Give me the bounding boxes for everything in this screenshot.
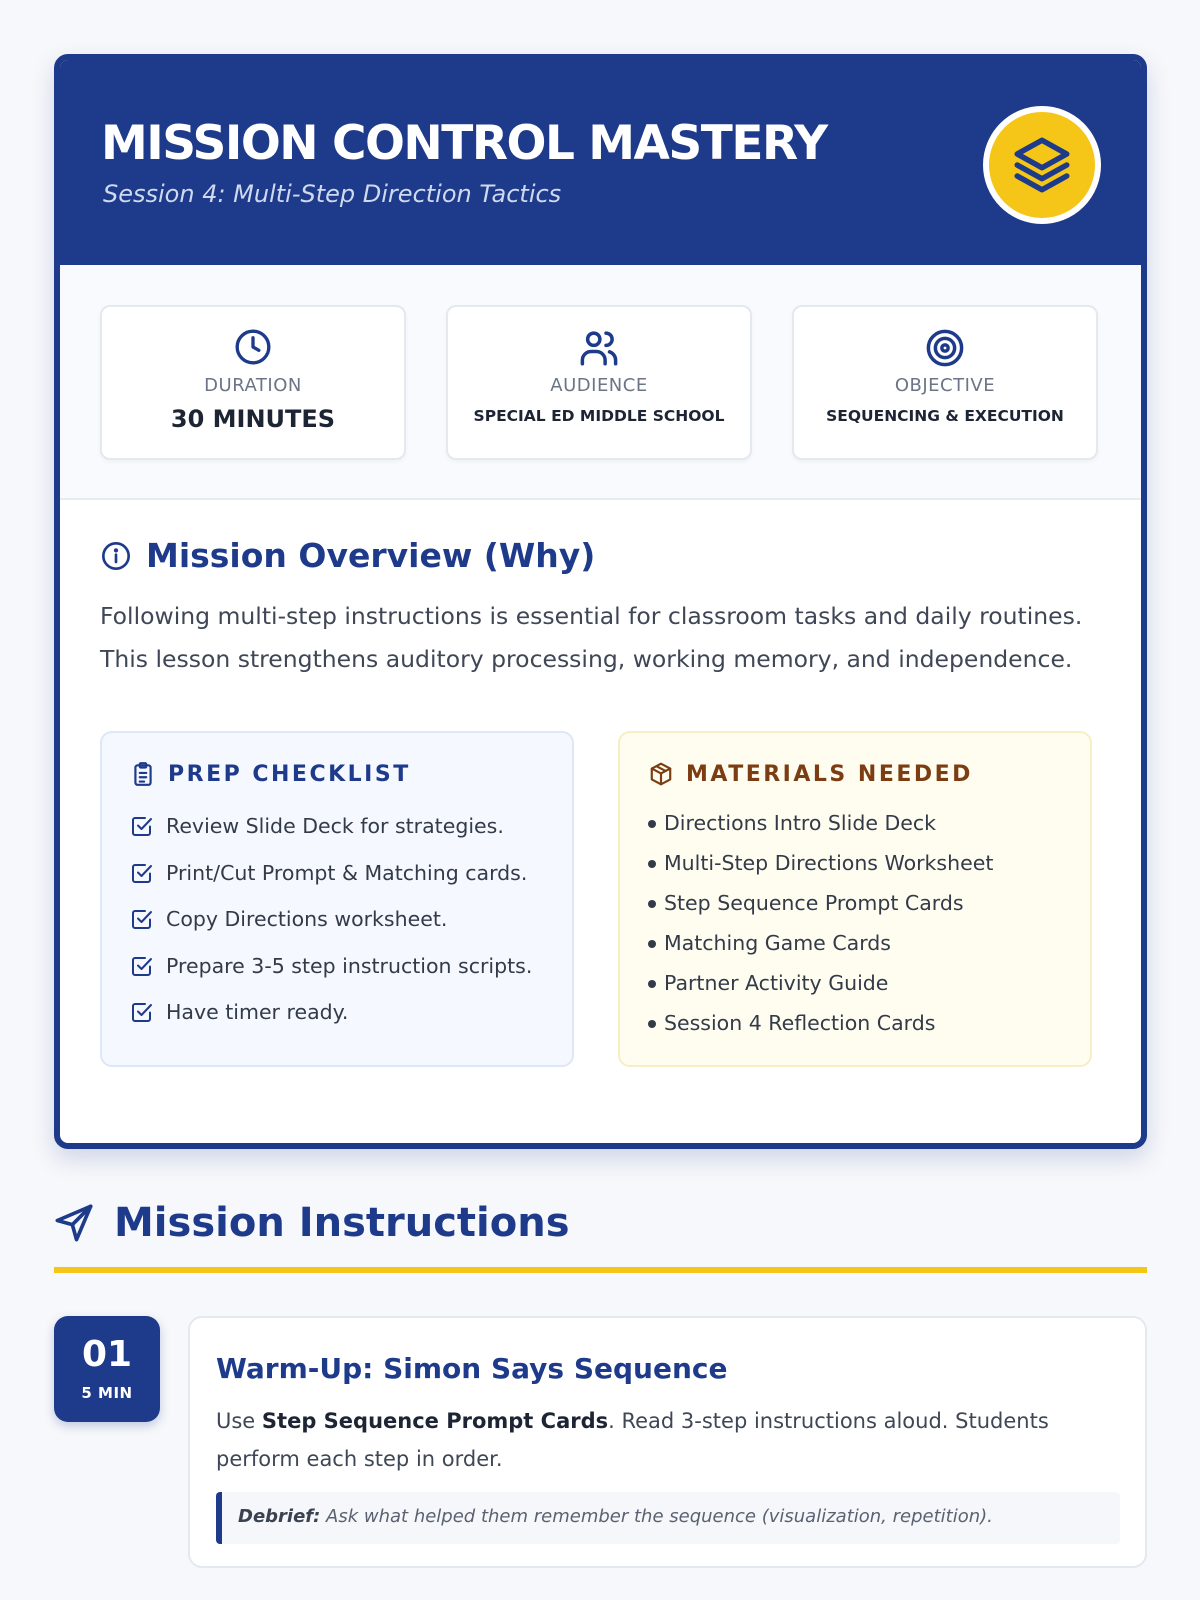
clock-icon bbox=[233, 327, 273, 367]
debrief-text: Ask what helped them remember the sequence (visualization, repetition). bbox=[320, 1506, 993, 1527]
material-item-label: Session 4 Reflection Cards bbox=[664, 1011, 936, 1035]
debrief-note bbox=[216, 1492, 1120, 1544]
audience-label: AUDIENCE bbox=[550, 375, 648, 396]
step-number: 01 bbox=[81, 1334, 133, 1375]
material-item-label: Multi-Step Directions Worksheet bbox=[664, 851, 994, 875]
materials-needed bbox=[618, 731, 1092, 1067]
bullet-icon bbox=[648, 820, 656, 828]
objective-value: SEQUENCING & EXECUTION bbox=[826, 407, 1064, 425]
prep-list bbox=[130, 803, 572, 1036]
lesson-card bbox=[54, 54, 1147, 1149]
prep-item-label: Copy Directions worksheet. bbox=[166, 907, 448, 932]
layers-badge bbox=[983, 106, 1101, 224]
materials-list bbox=[648, 803, 1090, 1043]
clipboard-icon bbox=[130, 761, 156, 787]
materials-title: MATERIALS NEEDED bbox=[686, 761, 973, 787]
instructions-heading bbox=[54, 1200, 570, 1246]
overview-title: Mission Overview (Why) bbox=[146, 536, 596, 575]
prep-title: PREP CHECKLIST bbox=[168, 761, 411, 787]
target-icon bbox=[924, 327, 966, 369]
prep-item-label: Print/Cut Prompt & Matching cards. bbox=[166, 860, 528, 885]
navigation-arrow-icon bbox=[54, 1203, 94, 1243]
instructions-title: Mission Instructions bbox=[114, 1200, 570, 1246]
info-tile-audience bbox=[446, 305, 752, 460]
info-row bbox=[60, 265, 1141, 500]
material-item bbox=[648, 803, 1090, 843]
step-title: Warm-Up: Simon Says Sequence bbox=[216, 1352, 728, 1385]
bullet-icon bbox=[648, 900, 656, 908]
objective-label: OBJECTIVE bbox=[894, 375, 996, 396]
prep-item bbox=[130, 943, 572, 990]
debrief-label: Debrief: bbox=[238, 1506, 321, 1527]
prep-item-label: Have timer ready. bbox=[166, 1000, 349, 1025]
material-item bbox=[648, 963, 1090, 1003]
duration-value: 30 MINUTES bbox=[170, 405, 336, 433]
overview-text: Following multi-step instructions is essential for classroom tasks and daily routines. This lesson strengthens auditory processing, working memory, and independence. bbox=[100, 602, 1083, 673]
info-tile-duration bbox=[100, 305, 406, 460]
material-item-label: Matching Game Cards bbox=[664, 931, 891, 955]
prep-item bbox=[130, 803, 572, 850]
material-item-label: Directions Intro Slide Deck bbox=[664, 811, 937, 835]
prep-item bbox=[130, 896, 572, 943]
duration-label: DURATION bbox=[204, 375, 302, 396]
prep-item bbox=[130, 850, 572, 897]
info-tile-objective bbox=[792, 305, 1098, 460]
bullet-icon bbox=[648, 980, 656, 988]
step-card bbox=[188, 1316, 1147, 1568]
card-header bbox=[60, 60, 1141, 265]
material-item bbox=[648, 923, 1090, 963]
step-description: Use Step Sequence Prompt Cards. Read 3-step instructions aloud. Students perform each step in order. bbox=[216, 1409, 1049, 1471]
checkbox-checked-icon bbox=[130, 814, 154, 838]
bullet-icon bbox=[648, 1020, 656, 1028]
prep-item-label: Prepare 3-5 step instruction scripts. bbox=[166, 953, 533, 978]
prep-item-label: Review Slide Deck for strategies. bbox=[166, 814, 504, 839]
overview-heading bbox=[100, 536, 595, 575]
step-number-badge bbox=[54, 1316, 160, 1422]
audience-value: SPECIAL ED MIDDLE SCHOOL bbox=[473, 407, 725, 425]
material-item-label: Step Sequence Prompt Cards bbox=[664, 891, 964, 915]
layers-icon bbox=[1009, 132, 1075, 198]
bullet-icon bbox=[648, 940, 656, 948]
step-highlight: Step Sequence Prompt Cards bbox=[261, 1409, 609, 1433]
section-divider bbox=[54, 1267, 1147, 1273]
page-subtitle: Session 4: Multi-Step Direction Tactics bbox=[103, 180, 562, 208]
checkbox-checked-icon bbox=[130, 907, 154, 931]
material-item bbox=[648, 883, 1090, 923]
checkbox-checked-icon bbox=[130, 954, 154, 978]
prep-item bbox=[130, 989, 572, 1036]
checkbox-checked-icon bbox=[130, 861, 154, 885]
package-icon bbox=[648, 761, 674, 787]
material-item bbox=[648, 1003, 1090, 1043]
material-item bbox=[648, 843, 1090, 883]
users-icon bbox=[578, 327, 620, 369]
info-icon bbox=[100, 540, 132, 572]
step-duration: 5 MIN bbox=[81, 1384, 133, 1402]
checkbox-checked-icon bbox=[130, 1000, 154, 1024]
page-title: MISSION CONTROL MASTERY bbox=[101, 116, 827, 171]
material-item-label: Partner Activity Guide bbox=[664, 971, 889, 995]
bullet-icon bbox=[648, 860, 656, 868]
prep-checklist bbox=[100, 731, 574, 1067]
